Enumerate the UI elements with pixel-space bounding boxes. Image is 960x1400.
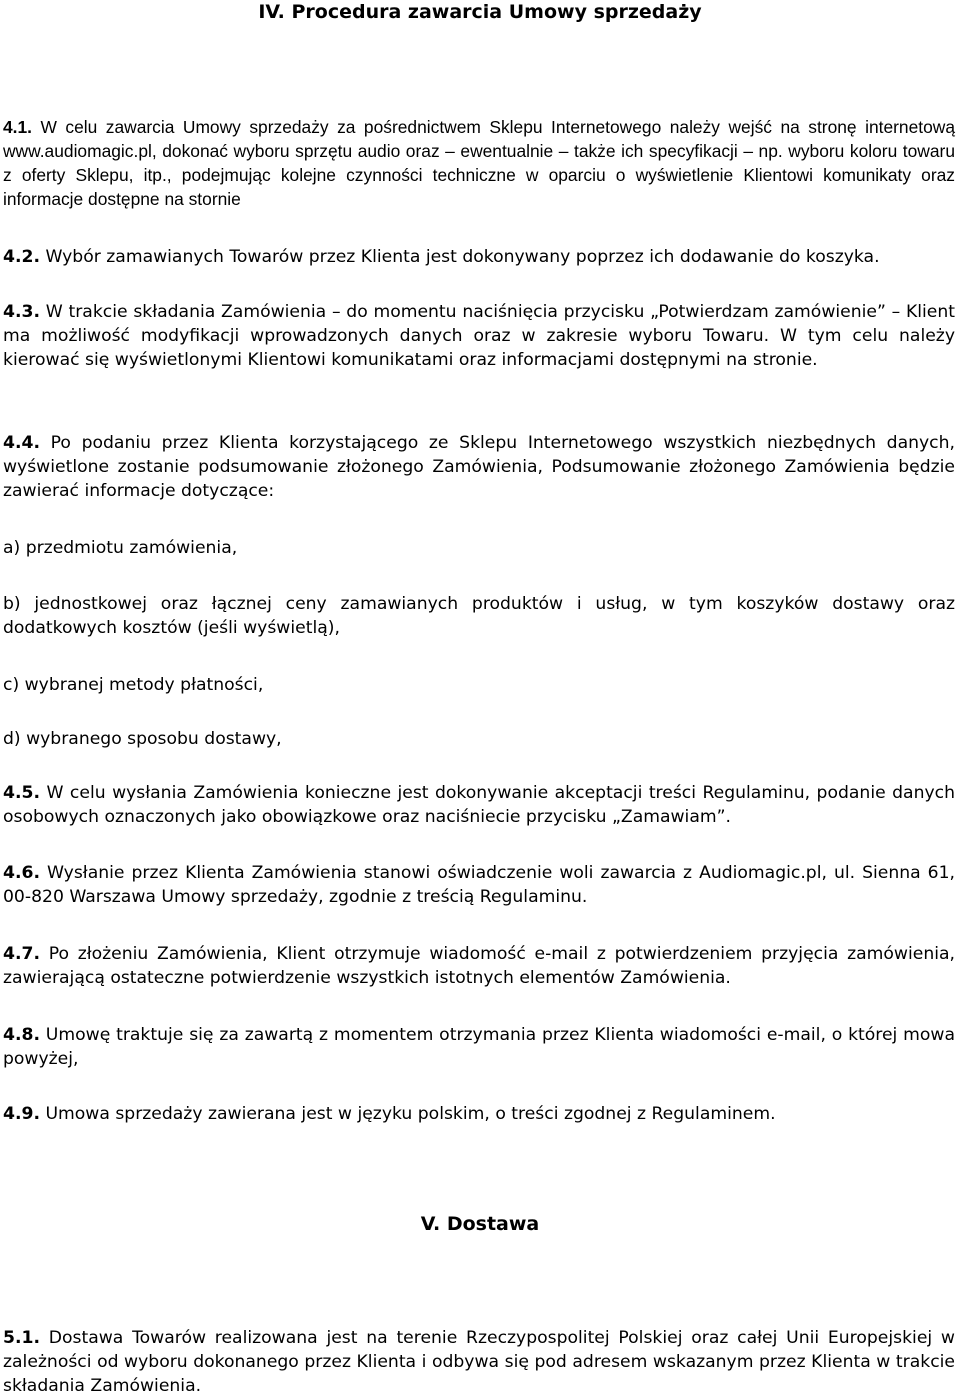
paragraph-4-3 bbox=[3, 300, 955, 372]
paragraph-number: 4.8. bbox=[3, 1025, 40, 1045]
paragraph-4-8 bbox=[3, 1023, 955, 1071]
paragraph-number: 4.3. bbox=[3, 302, 40, 322]
paragraph-4-5 bbox=[3, 781, 955, 829]
paragraph-text: Dostawa Towarów realizowana jest na terenie Rzeczypospolitej Polskiej oraz całej Unii Europejskiej w zależności od wyboru dokonanego przez Klienta i odbywa się pod adresem wskazanym przez Klienta w trakcie składania Zamówienia. bbox=[3, 1328, 955, 1396]
paragraph-text: Umowę traktuje się za zawartą z momentem otrzymania przez Klienta wiadomości e-mail, o której mowa powyżej, bbox=[3, 1025, 955, 1069]
list-item-d: d) wybranego sposobu dostawy, bbox=[3, 729, 282, 749]
paragraph-number: 4.5. bbox=[3, 783, 40, 803]
paragraph-4-2 bbox=[3, 245, 955, 269]
paragraph-number: 4.1. bbox=[3, 117, 33, 137]
section-title-iv: IV. Procedura zawarcia Umowy sprzedaży bbox=[258, 1, 702, 23]
paragraph-text: W celu wysłania Zamówienia konieczne jest dokonywanie akceptacji treści Regulaminu, podanie danych osobowych oznaczonych jako obowiązkowe oraz naciśniecie przycisku „Zamawiam”. bbox=[3, 783, 955, 827]
paragraph-text: Po podaniu przez Klienta korzystającego ze Sklepu Internetowego wszystkich niezbędnych danych, wyświetlone zostanie podsumowanie złożonego Zamówienia, Podsumowanie złożonego Zamówienia będzie zawierać informacje dotyczące: bbox=[3, 433, 955, 501]
paragraph-4-7 bbox=[3, 942, 955, 990]
paragraph-number: 4.7. bbox=[3, 944, 40, 964]
paragraph-text: Umowa sprzedaży zawierana jest w języku polskim, o treści zgodnej z Regulaminem. bbox=[39, 1104, 776, 1124]
paragraph-number: 4.6. bbox=[3, 863, 40, 883]
paragraph-text: Wysłanie przez Klienta Zamówienia stanowi oświadczenie woli zawarcia z Audiomagic.pl, ul. Sienna 61, 00-820 Warszawa Umowy sprzedaży, zgodnie z treścią Regulaminu. bbox=[3, 863, 955, 907]
paragraph-number: 5.1. bbox=[3, 1328, 40, 1348]
list-item-a: a) przedmiotu zamówienia, bbox=[3, 538, 238, 558]
section-title-v: V. Dostawa bbox=[420, 1213, 540, 1235]
paragraph-text: W trakcie składania Zamówienia – do momentu naciśnięcia przycisku „Potwierdzam zamówienie” – Klient ma możliwość modyfikacji wprowadzonych danych oraz w zakresie wyboru Towaru. W tym celu należy kierować się wyświetlonymi Klientowi komunikatami oraz informacjami dostępnymi na stronie. bbox=[3, 302, 955, 370]
paragraph-4-6 bbox=[3, 861, 955, 909]
list-item-b: b) jednostkowej oraz łącznej ceny zamawianych produktów i usług, w tym koszyków dostawy oraz dodatkowych kosztów (jeśli wyświetlą), bbox=[3, 594, 955, 638]
paragraph-number: 4.4. bbox=[3, 433, 40, 453]
paragraph-4-4 bbox=[3, 431, 955, 503]
paragraph-4-9 bbox=[3, 1102, 955, 1126]
paragraph-number: 4.2. bbox=[3, 247, 40, 267]
paragraph-text: Wybór zamawianych Towarów przez Klienta jest dokonywany poprzez ich dodawanie do koszyka. bbox=[39, 247, 880, 267]
paragraph-number: 4.9. bbox=[3, 1104, 40, 1124]
list-item-c: c) wybranej metody płatności, bbox=[3, 675, 264, 695]
paragraph-5-1 bbox=[3, 1326, 955, 1398]
paragraph-text: Po złożeniu Zamówienia, Klient otrzymuje wiadomość e-mail z potwierdzeniem przyjęcia zamówienia, zawierającą ostateczne potwierdzenie wszystkich istotnych elementów Zamówienia. bbox=[3, 944, 955, 988]
paragraph-4-1 bbox=[3, 115, 955, 211]
paragraph-text: W celu zawarcia Umowy sprzedaży za pośrednictwem Sklepu Internetowego należy wejść na stronę internetową www.audiomagic.pl, dokonać wyboru sprzętu audio oraz – ewentualnie – także ich specyfikacji – np. wyboru koloru towaru z oferty Sklepu, itp., podejmując kolejne czynności techniczne w oparciu o wyświetlenie Klientowi komunikaty oraz informacje dostępne na stornie bbox=[3, 117, 955, 209]
